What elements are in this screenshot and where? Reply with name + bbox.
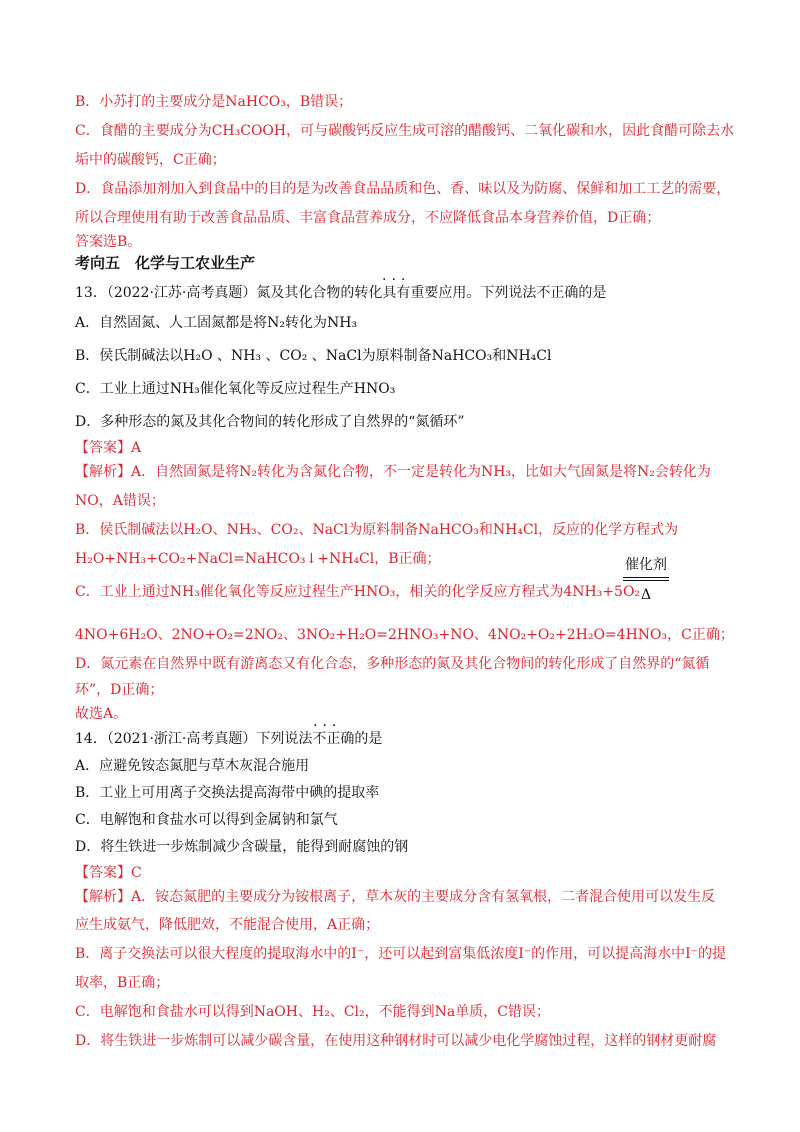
text-line: A．应避免铵态氮肥与草木灰混合施用 — [75, 758, 310, 774]
text-line: C．食醋的主要成分为CH₃COOH，可与碳酸钙反应生成可溶的醋酸钙、二氧化碳和水，因此食醋可除去水 — [75, 123, 735, 139]
text-line: D．多种形态的氮及其化合物间的转化形成了自然界的“氮循环” — [75, 414, 465, 430]
text-line: D．食品添加剂加入到食品中的目的是为改善食品品质和色、香、味以及为防腐、保鲜和加工工艺的需要， — [75, 181, 731, 197]
text-line: D．氮元素在自然界中既有游离态又有化合态，多种形态的氮及其化合物间的转化形成了自然界的“氮循 — [75, 656, 710, 672]
text-line: B．侯氏制碱法以H₂O 、NH₃ 、CO₂ 、NaCl为原料制备NaHCO₃和NH₄Cl — [75, 348, 552, 364]
reaction-condition — [623, 555, 669, 605]
text-line: B．工业上可用离子交换法提高海带中碘的提取率 — [75, 785, 380, 801]
text-line: 14．（2021·浙江·高考真题）下列说法不正确的是 — [75, 731, 383, 747]
text-line: 【答案】A — [75, 440, 142, 456]
text-line: 【答案】C — [75, 865, 142, 881]
text-line: D．将生铁进一步炼制可以减少碳含量，在使用这种钢材时可以减少电化学腐蚀过程，这样的钢材更耐腐 — [75, 1033, 717, 1049]
text-line: A．自然固氮、人工固氮都是将N₂转化为NH₃ — [75, 315, 358, 331]
text-line: H₂O+NH₃+CO₂+NaCl=NaHCO₃↓+NH₄Cl，B正确； — [75, 551, 441, 567]
text-line: D．将生铁进一步炼制减少含碳量，能得到耐腐蚀的钢 — [75, 839, 409, 855]
text-line: C．电解饱和食盐水可以得到NaOH、H₂、Cl₂，不能得到Na单质，C错误； — [75, 1004, 550, 1020]
text-line: 【解析】A．铵态氮肥的主要成分为铵根离子，草木灰的主要成分含有氢氧根，二者混合使用可以发生反 — [75, 889, 716, 905]
equation-rule-top — [623, 577, 669, 578]
text-line: C．电解饱和食盐水可以得到金属钠和氯气 — [75, 812, 338, 828]
catalyst-label: 催化剂 — [625, 557, 667, 573]
text-line: 环”，D正确； — [75, 682, 164, 698]
text-line: 取率，B正确； — [75, 975, 170, 991]
text-line: NO，A错误； — [75, 493, 165, 509]
emphasis-dots-q14: ··· — [313, 718, 342, 734]
text-line: 答案选B。 — [75, 234, 142, 250]
text-line: 所以合理使用有助于改善食品品质、丰富食品营养成分，不应降低食品本身营养价值，D正确； — [75, 210, 661, 226]
text-line: 【解析】A．自然固氮是将N₂转化为含氮化合物，不一定是转化为NH₃，比如大气固氮是将N₂会转化为 — [75, 464, 711, 480]
heat-label: Δ — [640, 587, 652, 603]
text-line: B．侯氏制碱法以H₂O、NH₃、CO₂、NaCl为原料制备NaHCO₃和NH₄Cl，反应的化学方程式为 — [75, 522, 679, 538]
text-line: C．工业上通过NH₃催化氧化等反应过程生产HNO₃ — [75, 381, 396, 397]
text-line: 故选A。 — [75, 706, 128, 722]
section-heading: 考向五 化学与工农业生产 — [75, 254, 256, 272]
text-line: 垢中的碳酸钙，C正确； — [75, 152, 226, 168]
text-line: B．小苏打的主要成分是NaHCO₃，B错误； — [75, 94, 353, 110]
text-line: B．离子交换法可以很大程度的提取海水中的I⁻，还可以起到富集低浓度I⁻的作用，可以提高海水中I⁻的提 — [75, 946, 727, 962]
emphasis-dots-q13: ··· — [382, 272, 411, 288]
text-line: C．工业上通过NH₃催化氧化等反应过程生产HNO₃，相关的化学反应方程式为4NH₃+5O₂ — [75, 584, 641, 600]
text-line: 13．（2022·江苏·高考真题）氮及其化合物的转化具有重要应用。下列说法不正确的是 — [75, 285, 607, 301]
equation-rule-bottom — [623, 580, 669, 581]
text-line: 应生成氨气，降低肥效，不能混合使用，A正确； — [75, 917, 380, 933]
text-line: 4NO+6H₂O、2NO+O₂=2NO₂、3NO₂+H₂O=2HNO₃+NO、4NO₂+O₂+2H₂O=4HNO₃，C正确； — [75, 627, 734, 643]
